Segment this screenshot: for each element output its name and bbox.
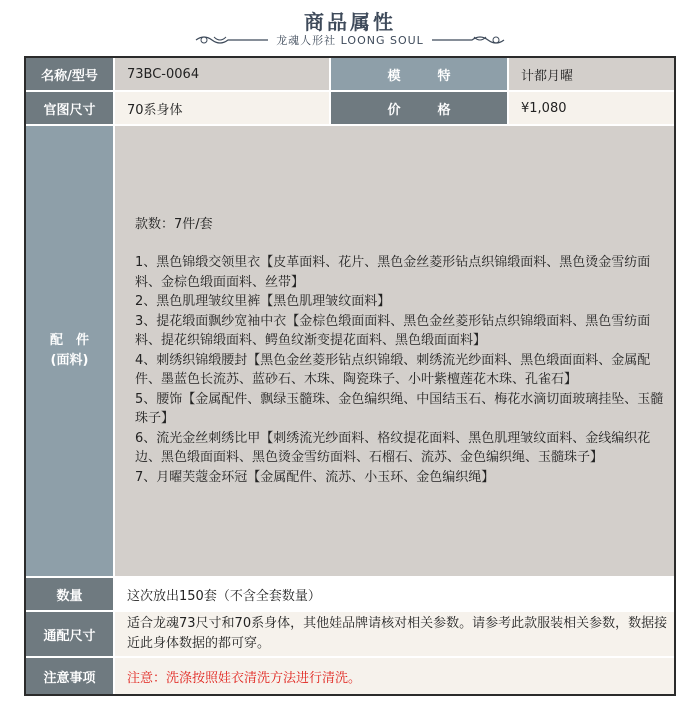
page-title: 商品属性 (304, 10, 396, 34)
price-value: ¥1,080 (509, 92, 674, 124)
brand-subtitle: 龙魂人形社 LOONG SOUL (276, 34, 424, 47)
fit-label: 通配尺寸 (26, 612, 113, 656)
parts-label (26, 126, 113, 576)
qty-row (26, 578, 674, 610)
fit-value: 适合龙魂73尺寸和70系身体，其他娃品牌请核对相关参数。请参考此款服装相关参数，数据接近此身体数据的都可穿。 (115, 612, 674, 656)
right-ornament-icon (430, 33, 506, 47)
parts-row (26, 124, 674, 578)
parts-item: 3、提花缎面飘纱宽袖中衣【金棕色缎面面料、黑色金丝菱形钻点织锦缎面料、黑色雪纺面料、提花织锦缎面料、鳄鱼纹渐变提花面料、黑色缎面面料】 (135, 313, 651, 349)
price-label: 价 格 (331, 92, 507, 124)
fit-row (26, 612, 674, 656)
parts-item: 1、黑色锦缎交领里衣【皮革面料、花片、黑色金丝菱形钻点织锦缎面料、黑色烫金雪纺面料、金棕色缎面面料、丝带】 (135, 255, 651, 290)
parts-count: 款数：7件/套 (135, 216, 213, 232)
name-label: 名称/型号 (26, 58, 113, 90)
parts-item: 6、流光金丝刺绣比甲【刺绣流光纱面料、格纹提花面料、黑色肌理皱纹面料、金线编织花边、黑色缎面面料、黑色烫金雪纺面料、石榴石、流苏、金色编织绳、玉髓珠子】 (135, 430, 651, 466)
parts-item: 4、刺绣织锦缎腰封【黑色金丝菱形钻点织锦缎、刺绣流光纱面料、黑色缎面面料、金属配件、墨蓝色长流苏、蓝砂石、木珠、陶瓷珠子、小叶紫檀莲花木珠、孔雀石】 (135, 352, 651, 388)
model-label: 模 特 (331, 58, 507, 90)
name-value: 73BC-0064 (115, 58, 329, 90)
note-label: 注意事项 (26, 658, 113, 694)
parts-item: 5、腰饰【金属配件、飘绿玉髓珠、金色编织绳、中国结玉石、梅花水滴切面玻璃挂坠、玉髓珠子】 (135, 391, 664, 427)
model-value: 计都月曜 (509, 58, 674, 90)
attribute-table (24, 56, 676, 696)
parts-item: 2、黑色肌理皱纹里裤【黑色肌理皱纹面料】 (135, 294, 391, 310)
note-row (26, 658, 674, 694)
left-ornament-icon (194, 33, 270, 47)
parts-label-line2: (面料) (50, 353, 89, 368)
parts-description (115, 126, 674, 576)
name-row (26, 58, 674, 90)
size-label: 官图尺寸 (26, 92, 113, 124)
size-row (26, 92, 674, 124)
header (0, 0, 700, 56)
parts-item: 7、月曜芙蔻金环冠【金属配件、流苏、小玉环、金色编织绳】 (135, 469, 495, 485)
qty-label: 数量 (26, 578, 113, 610)
size-value: 70系身体 (115, 92, 329, 124)
qty-value: 这次放出150套（不含全套数量） (115, 578, 674, 610)
note-value: 注意：洗涤按照娃衣清洗方法进行清洗。 (115, 658, 674, 694)
parts-label-line1: 配 件 (49, 333, 89, 348)
subtitle-row (0, 32, 700, 48)
